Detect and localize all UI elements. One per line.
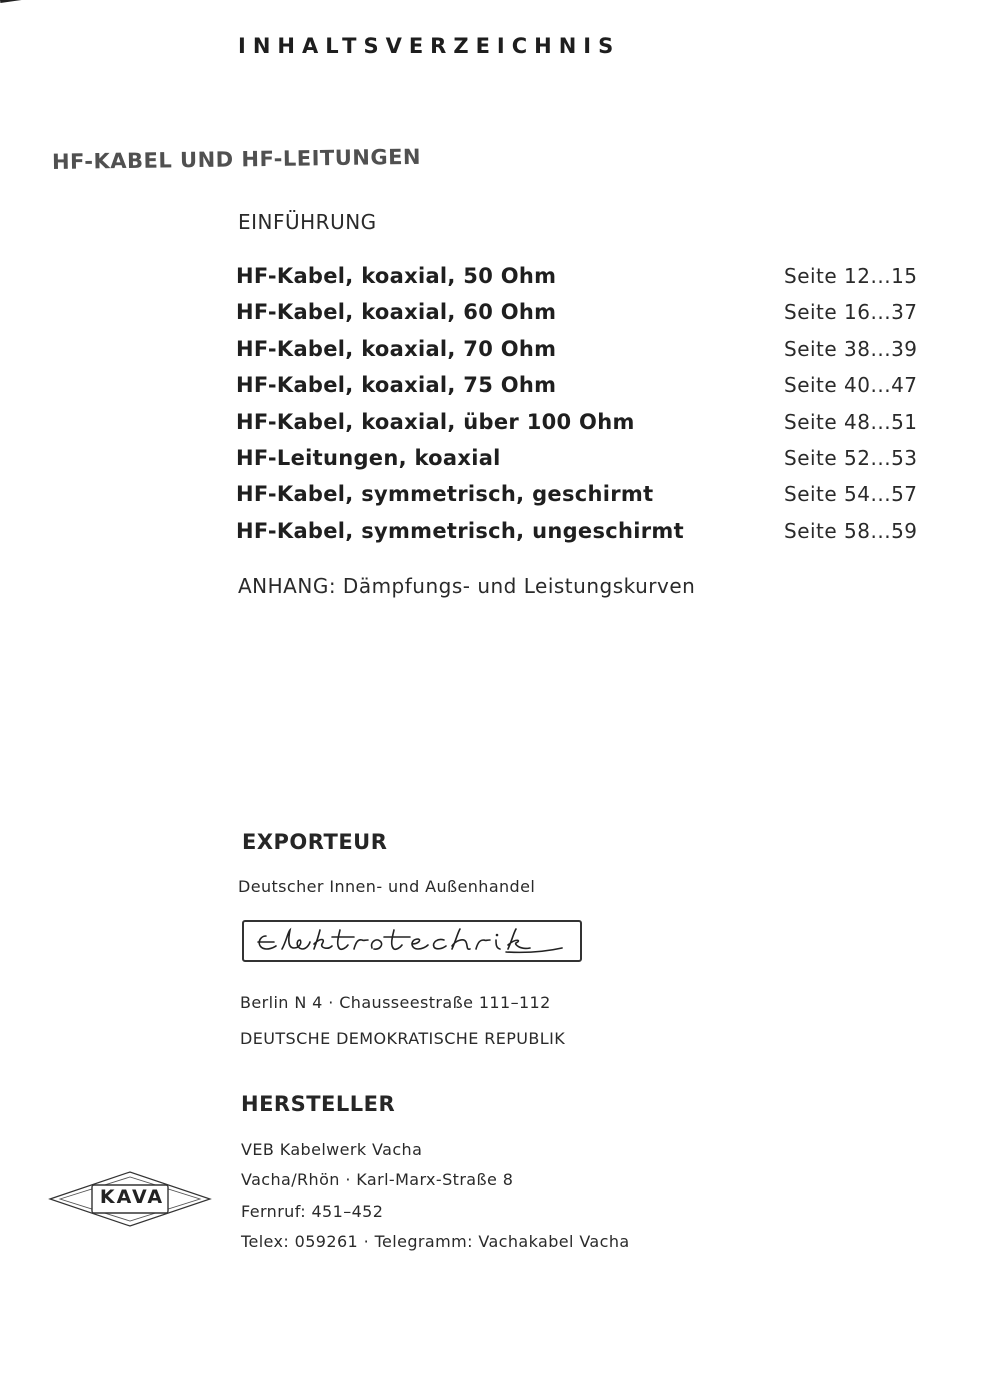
elektrotechnik-handwritten-logo [244,922,580,960]
hersteller-address: Vacha/Rhön · Karl-Marx-Straße 8 [241,1170,514,1189]
page-title: INHALTSVERZEICHNIS [238,34,621,58]
toc-page-range: Seite 58...59 [784,518,918,543]
toc-label: HF-Kabel, symmetrisch, geschirmt [236,482,654,507]
toc-label: HF-Kabel, koaxial, 60 Ohm [236,300,557,325]
toc-page-range: Seite 40...47 [784,373,918,398]
toc-row [236,337,936,373]
section-title: HF-KABEL UND HF-LEITUNGEN [51,144,422,174]
exporteur-company: Deutscher Innen- und Außenhandel [238,877,536,896]
toc-page-range: Seite 54...57 [784,482,918,507]
appendix-entry: ANHANG: Dämpfungs- und Leistungskurven [238,574,696,598]
toc-page-range: Seite 48...51 [784,409,918,434]
hersteller-telex: Telex: 059261 · Telegramm: Vachakabel Vacha [241,1232,630,1251]
toc-label: HF-Kabel, symmetrisch, ungeschirmt [236,518,684,543]
toc-label: HF-Kabel, koaxial, 75 Ohm [236,373,557,398]
kava-logo-text: KAVA [99,1186,165,1208]
toc-page-range: Seite 12...15 [784,264,918,288]
toc-row [236,410,936,446]
toc-label: HF-Kabel, koaxial, über 100 Ohm [236,409,635,434]
exporteur-heading: EXPORTEUR [242,830,388,854]
toc-row [236,373,936,409]
hersteller-phone: Fernruf: 451–452 [241,1202,384,1221]
scan-mark-top-left [0,0,22,3]
toc-row [236,519,936,555]
elektrotechnik-stamp [242,920,582,962]
toc-page-range: Seite 52...53 [784,445,918,470]
toc-row [236,300,936,336]
toc-row [236,264,936,300]
toc-page-range: Seite 16...37 [784,300,918,325]
exporteur-address: Berlin N 4 · Chausseestraße 111–112 [240,993,551,1012]
toc-label: HF-Leitungen, koaxial [236,445,501,470]
hersteller-heading: HERSTELLER [241,1092,396,1116]
toc-row [236,446,936,482]
toc-label: HF-Kabel, koaxial, 50 Ohm [236,264,557,288]
toc-label: HF-Kabel, koaxial, 70 Ohm [236,336,557,361]
hersteller-name: VEB Kabelwerk Vacha [241,1140,423,1159]
intro-entry: EINFÜHRUNG [238,210,377,234]
toc-page-range: Seite 38...39 [784,336,918,361]
toc-list [236,264,936,555]
toc-row [236,482,936,518]
exporteur-country: DEUTSCHE DEMOKRATISCHE REPUBLIK [240,1029,566,1048]
